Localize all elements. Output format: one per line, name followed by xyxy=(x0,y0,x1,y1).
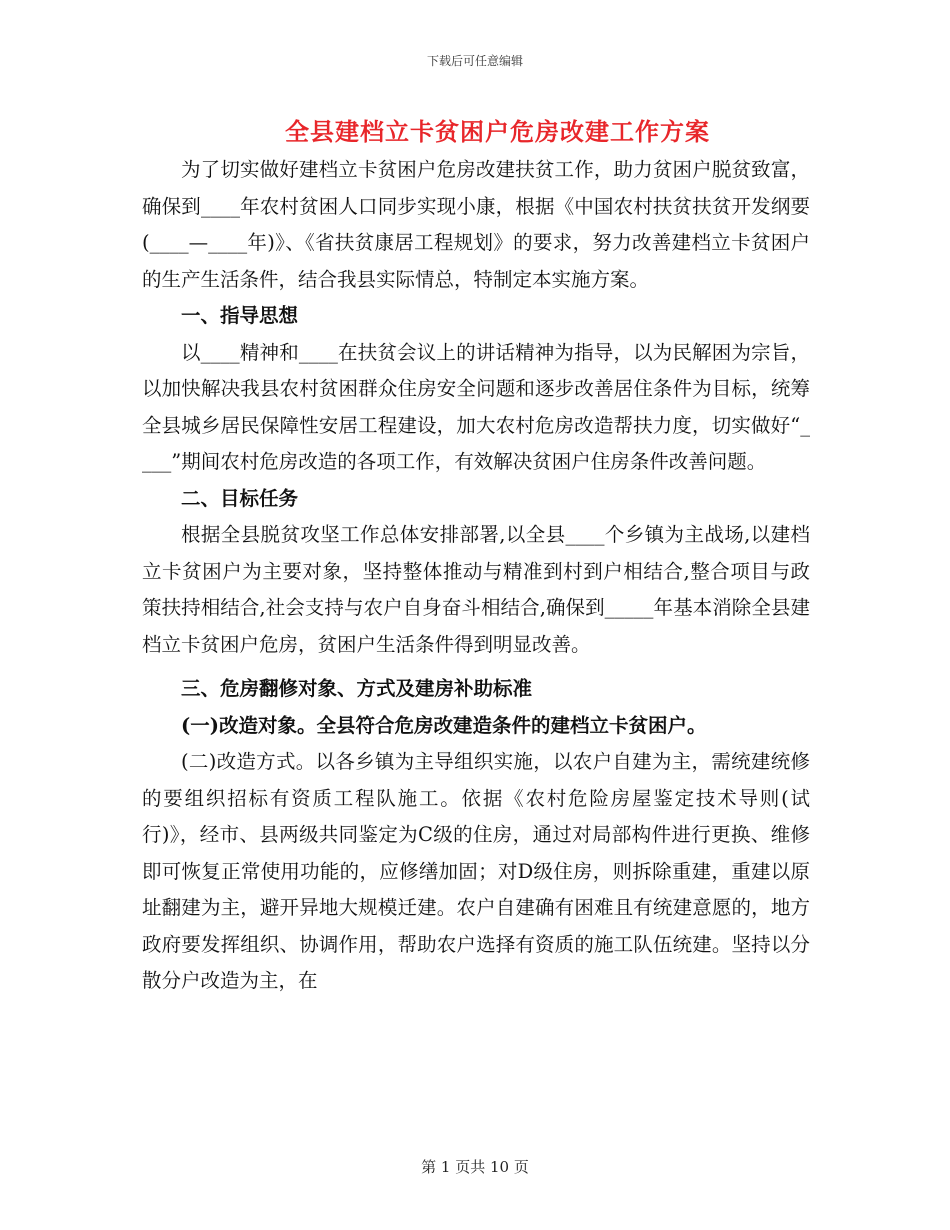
section3-paragraph-2: (二)改造方式。以各乡镇为主导组织实施，以农户自建为主，需统建统修的要组织招标有资质工程队施工。依据《农村危险房屋鉴定技术导则(试行)》，经市、县两级共同鉴定为C级的住房，通过对局部构件进行更换、维修即可恢复正常使用功能的，应修缮加固；对D级住房，则拆除重建，重建以原址翻建为主，避开异地大规模迁建。农户自建确有困难且有统建意愿的，地方政府要发挥组织、协调作用，帮助农户选择有资质的施工队伍统建。坚持以分散分户改造为主，在 xyxy=(142,750,810,992)
section2-paragraph: 根据全县脱贫攻坚工作总体安排部署,以全县____个乡镇为主战场,以建档立卡贫困户为主要对象，坚持整体推动与精准到村到户相结合,整合项目与政策扶持相结合,社会支持与农户自身奋斗相结合,确保到_____年基本消除全县建档立卡贫困户危房，贫困户生活条件得到明显改善。 xyxy=(142,523,810,656)
intro-paragraph: 为了切实做好建档立卡贫困户危房改建扶贫工作，助力贫困户脱贫致富，确保到____年农村贫困人口同步实现小康，根据《中国农村扶贫扶贫开发纲要(____—____年)》、《省扶贫康居工程规划》的要求，努力改善建档立卡贫困户的生产生活条件，结合我县实际情总，特制定本实施方案。 xyxy=(142,158,810,291)
section3-subheading-1: (一)改造对象。全县符合危房改建造条件的建档立卡贫困户。 xyxy=(181,713,707,737)
document-title: 全县建档立卡贫困户危房改建工作方案 xyxy=(285,117,710,146)
section3-heading: 三、危房翻修对象、方式及建房补助标准 xyxy=(181,677,533,700)
page-footer: 第 1 页共 10 页 xyxy=(421,1158,529,1176)
header-note: 下载后可任意编辑 xyxy=(426,54,523,68)
document-body xyxy=(142,152,810,1000)
section1-heading: 一、指导思想 xyxy=(181,304,299,327)
section1-paragraph: 以____精神和____在扶贫会议上的讲话精神为指导，以为民解困为宗旨，以加快解决我县农村贫困群众住房安全问题和逐步改善居住条件为目标，统筹全县城乡居民保障性安居工程建设，加大农村危房改造帮扶力度，切实做好“____”期间农村危房改造的各项工作，有效解决贫困户住房条件改善问题。 xyxy=(142,340,810,473)
section2-heading: 二、目标任务 xyxy=(181,486,299,510)
